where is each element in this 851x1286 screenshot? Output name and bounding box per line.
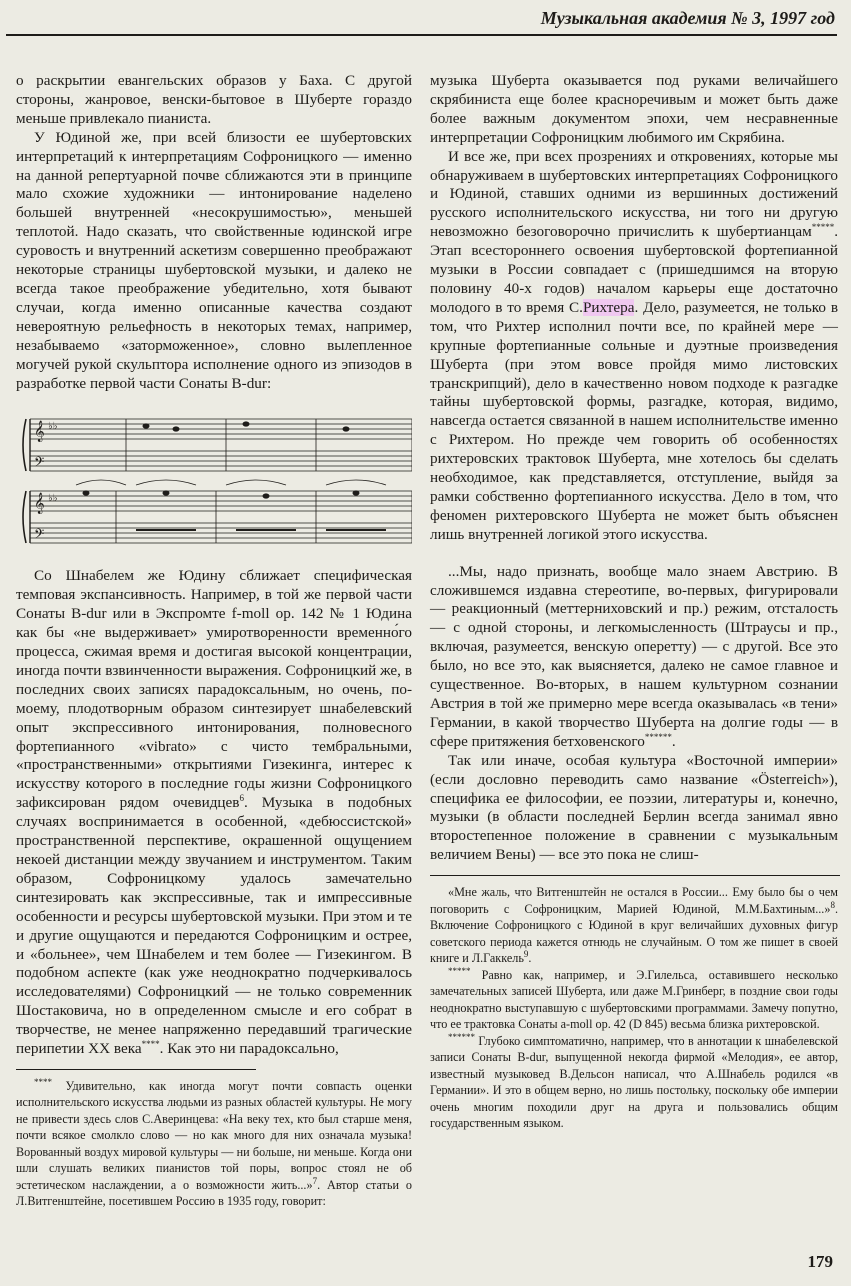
text-run: Глубоко симптоматично, например, что в аннотации к шнабелевской записи Сонаты B-dur, выпущенной некогда фирмой «Мелодия», ее автор, известный музыковед В.Дельсон написал, что А.Шнабель родился «в Германии». И это в общем верно, но лишь постольку, поскольку обе империи очень многим походили друг на друга и пользовались общим государственным языком. [430,1033,838,1131]
journal-title: Музыкальная академия № 3, 1997 год [540,8,835,28]
footnote [430,884,838,967]
footnote-mark: **** [34,1076,52,1087]
footnote [430,1033,838,1132]
left-column [16,72,412,1210]
footnote-ref: 6 [239,793,244,804]
paragraph [430,563,838,752]
paragraph: У Юдиной же, при всей близости ее шубертовских интерпретаций к интерпретациям Софроницкого — именно на данной репертуарной почве сближаются эти в принципе мало схожие художники — интонирование наделено большей внутренней «несокрушимостью», меньшей теплотой. Надо сказать, что свойственные юдинской игре суровость и внутренний аскетизм совершенно преображают некоторые страницы шубертовской музыки, и далеко не всегда такое преображение убедительно, хотя бывают случаи, когда именно описанные качества создают невероятную рельефность в некоторых темах, например, незабываемо «заторможенное», словно вылепленное могучей рукой скульптора исполнение одного из эпизодов в разработке первой части Сонаты B-dur: [16,128,412,392]
text-run: . Включение Софроницкого с Юдиной в круг величайших духовных фигур советского периода кажется отнюдь не случайным. О том же пишет в своей книге и Л.Гаккель [430,901,838,966]
svg-text:𝄞: 𝄞 [34,493,45,515]
svg-text:♭♭: ♭♭ [48,421,58,433]
svg-text:𝄢: 𝄢 [34,526,45,546]
footnote [430,967,838,1033]
text-run: Равно как, например, и Э.Гилельса, оставившего несколько замечательных записей Шуберта, или даже М.Гринберг, в поздние свои годы неоднократно выступавшую с шубертовскими программами. Замечу попутно, что ее трактовка Сонаты a-moll op. 42 (D 845) весьма близка рихтеровской. [430,967,838,1032]
highlighted-name: Рихтера [582,298,635,316]
text-run: . [528,951,532,966]
footnote-ref: 9 [523,949,529,960]
music-notation-example [16,405,412,553]
footnote-mark: ***** [448,965,471,976]
text-run: Удивительно, как иногда могут почти совпасть оценки исполнительского искусства людьми из разных областей культуры. Не могу не привести здесь слов С.Аверинцева: «На веку тех, кто был старше меня, почти всякое смолкло слово — но как много для них означала музыка! Ворованный воздух мировой культуры — ни больше, ни меньше. Когда они шли слушать великих пианистов той поры, вопрос стоял не об эстетическом наслаждении, а о возможности жить...» [16,1078,412,1192]
svg-text:𝄞: 𝄞 [34,421,45,443]
paragraph: о раскрытии евангельских образов у Баха. С другой стороны, жанровое, венски-бытовое в Шуберте гораздо меньше привлекало пианиста. [16,72,412,127]
footnote-ref: 7 [312,1175,318,1186]
text-run: И все же, при всех прозрениях и откровениях, которые мы обнаруживаем в шубертовских интерпретациях Софроницкого и Юдиной, ставших одними из вершинных достижений русского исполнительского искусства, ни того ни другую невозможно безоговорочно причислить к шубертианцам [430,147,838,241]
svg-text:♭♭: ♭♭ [48,493,58,505]
page-number: 179 [807,1252,833,1271]
footnote-rule [430,875,840,876]
running-header [0,0,851,38]
svg-text:𝄢: 𝄢 [34,454,45,474]
paragraph [430,148,838,545]
right-column [430,72,838,1132]
paragraph: музыка Шуберта оказывается под руками величайшего скрябиниста еще более красноречивым и может быть даже более важным документом эпохи, чем несравненные интерпретации Софроницким любимого им Скрябина. [430,72,838,146]
text-run: . Дело, разумеется, не только в том, что Рихтер исполнил почти все, по крайней мере — крупные фортепианные сольные и дуэтные произведения Шуберта (при этом вовсе пройдя мимо листовских транскрипций), дело в качественно новом подходе к разгадке тайны шубертовской формы, разгадке, которая, видимо, навсегда остается связанной в нашем исполнительстве именно с Рихтером. Но прежде чем говорить об особенностях рихтеровских трактовок Шуберта, мне хотелось бы сделать необходимое, как представляется, отступление, выйдя за рамки собственно фортепианного искусства. Дело в том, что феномен рихтеровского Шуберта не может быть объяснен лишь внутренней логикой этого искусства. [430,298,838,543]
text-run: . Автор статьи о Л.Витгенштейне, посетившем Россию в 1935 году, говорит: [16,1177,412,1209]
footnote-ref: **** [141,1039,160,1049]
text-run: . Как это ни парадоксально, [159,1040,339,1058]
footnote-rule [16,1069,256,1070]
footnote [16,1078,412,1210]
footnote-ref: ***** [811,222,835,233]
text-run: Со Шнабелем же Юдину сближает специфическая темповая экспансивность. Например, в той же первой части Сонаты B-dur или в Экспромте f-moll op. 142 № 1 Юдина как бы «не выдерживает» умиротворенности временно́го процесса, сжимая время и достигая высокой концентрации, иногда почти взвинченности выражения. Софроницкий же, в последних своих записях парадоксальным, но очень, по-моему, плодотворным образом синтезирует шнабелевский опыт экспрессивного интонирования, полновесного фортепианного «vibrato» с чисто тембральными, «пространственными» открытиями Гизекинга, интерес к искусству которого в последние годы жизни Софроницкого зафиксирован рядом очевидцев [16,567,412,812]
header-rule [6,34,837,36]
text-run: . Этап всестороннего освоения шубертовской фортепианной музыки в России совпадает с (пришедшимся на вторую половину 40-х годов) началом карьеры еще достаточно молодого в то время С. [430,223,838,316]
text-run: ...Мы, надо признать, вообще мало знаем Австрию. В сложившемся издавна стереотипе, во-первых, фигурировали — реакционный (меттерниховский и пр.) режим, отсталость — с одной стороны, и легкомысленность (Штраусы и пр., включая, разумеется, венскую оперетту) — с другой. Все это было, но все это, как выясняется, далеко не самое главное и существенное. Во-вторых, в нашем культурном сознании Австрия в той же примерно мере всегда оказывалась «в тени» Германии, в какой творчество Шуберта на долгие годы — в сфере притяжения бетховенского [430,562,838,750]
text-run: «Мне жаль, что Витгенштейн не остался в России... Ему было бы о чем поговорить с Софроницким, Марией Юдиной, М.М.Бахтиным...» [430,885,838,916]
paragraph: Так или иначе, особая культура «Восточной империи» (если дословно переводить само название «Österreich»), специфика ее философии, ее поэзии, литературы и, конечно, музыки (в области последней Берлин всегда занимал явно второстепенное положение в сравнении с музыкальным величием Вены) — все это пока не слиш- [430,751,838,864]
text-run: . [671,732,676,750]
paragraph [16,567,412,1059]
footnote-ref: 8 [830,899,835,910]
footnote-mark: ****** [448,1031,475,1042]
text-run: . Музыка в подобных случаях воспринимается в особенной, «дебюссистской» пространственной перспективе, окрашенной ощущением некоей дистанции между звучанием и инструментом. Таким образом, Софроницкому удалось замечательно синтезировать как экспрессивные, так и импрессивные особенности и ресурсы шубертовской музыки. При этом и те и другие ощущаются и передаются Софроницким и острее, и «больнее», чем Шнабелем и тем более — Гизекингом. В подобном аспекте (как уже неоднократно подчеркивалось исследователями) Софроницкий — не только современник Шостаковича, но в определенном смысле и его собрат в творчестве, не менее напряженно передавший трагические перипетии XX века [16,794,412,1058]
footnote-ref: ****** [644,731,672,742]
